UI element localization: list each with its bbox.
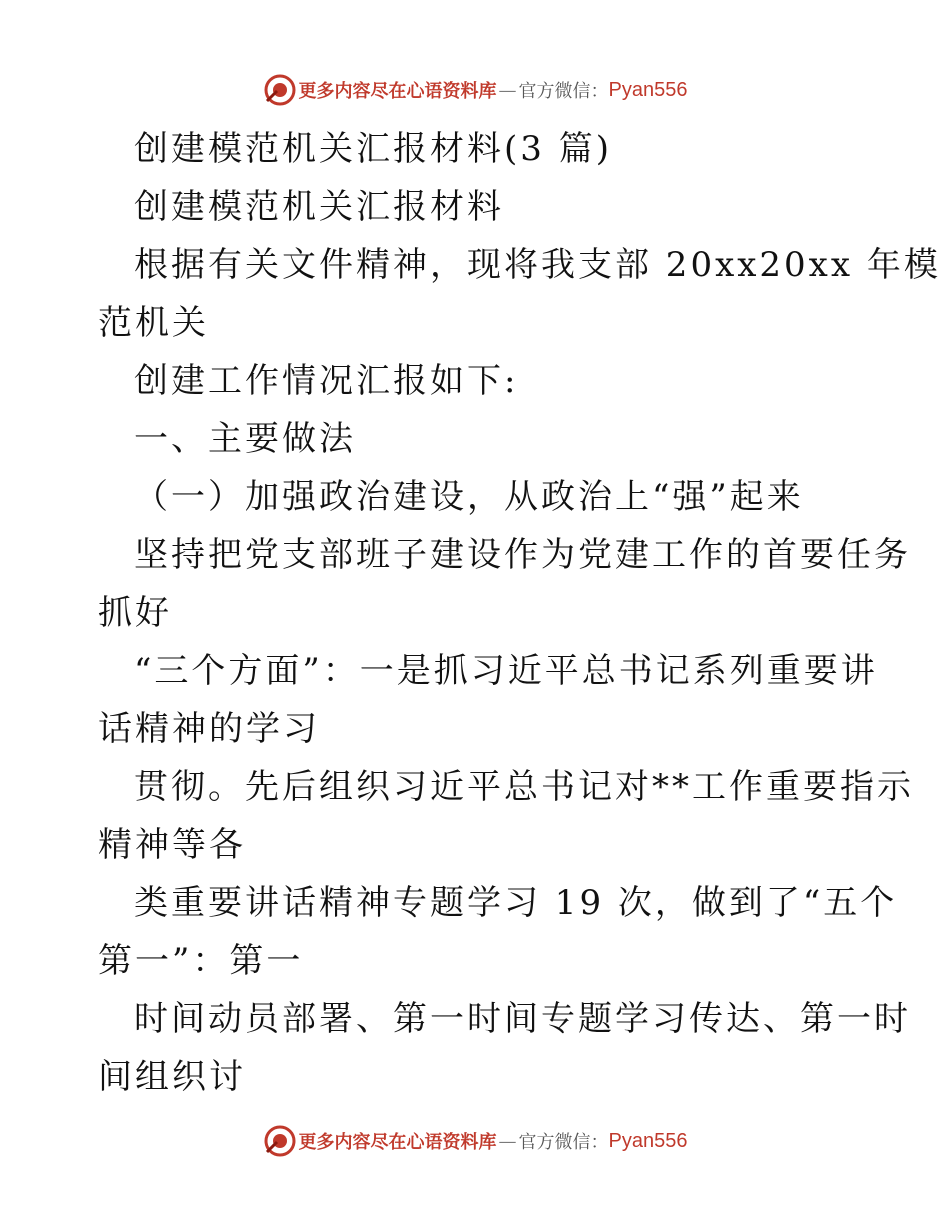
- footer-banner: [0, 1121, 950, 1161]
- document-line: 创建工作情况汇报如下:: [134, 361, 519, 401]
- document-line: 创建模范机关汇报材料(3 篇): [134, 129, 612, 169]
- document-line: 坚持把党支部班子建设作为党建工作的首要任务: [134, 535, 911, 575]
- document-line: 创建模范机关汇报材料: [134, 187, 504, 227]
- document-line: 抓好: [98, 593, 172, 633]
- document-line: 根据有关文件精神，现将我支部 20xx20xx 年模: [134, 245, 941, 285]
- banner-separator: —: [498, 1130, 517, 1152]
- document-line: （一）加强政治建设，从政治上“强”起来: [134, 477, 804, 517]
- document-line: “三个方面”：一是抓习近平总书记系列重要讲: [134, 651, 878, 691]
- banner-main-text: 更多内容尽在心语资料库: [298, 81, 497, 102]
- document-line: 时间动员部署、第一时间专题学习传达、第一时: [134, 999, 911, 1039]
- banner-label: 官方微信：: [518, 1132, 609, 1153]
- document-line: 类重要讲话精神专题学习 19 次，做到了“五个: [134, 883, 898, 923]
- document-line: 一、主要做法: [134, 419, 356, 459]
- document-line: 第一”：第一: [98, 941, 304, 981]
- banner-wechat-id: Pyan556: [608, 78, 688, 101]
- document-line: 精神等各: [98, 825, 246, 865]
- banner-label: 官方微信：: [518, 81, 609, 102]
- brand-logo-icon: [263, 73, 297, 107]
- document-line: 贯彻。先后组织习近平总书记对**工作重要指示: [134, 767, 914, 807]
- brand-logo-icon: [263, 1124, 297, 1158]
- banner-separator: —: [498, 79, 517, 101]
- banner-wechat-id: Pyan556: [608, 1129, 688, 1152]
- document-line: 间组织讨: [98, 1057, 246, 1097]
- banner-main-text: 更多内容尽在心语资料库: [298, 1132, 497, 1153]
- document-line: 话精神的学习: [98, 709, 320, 749]
- document-body: [98, 120, 941, 1106]
- header-banner: [0, 70, 950, 110]
- document-line: 范机关: [98, 303, 209, 343]
